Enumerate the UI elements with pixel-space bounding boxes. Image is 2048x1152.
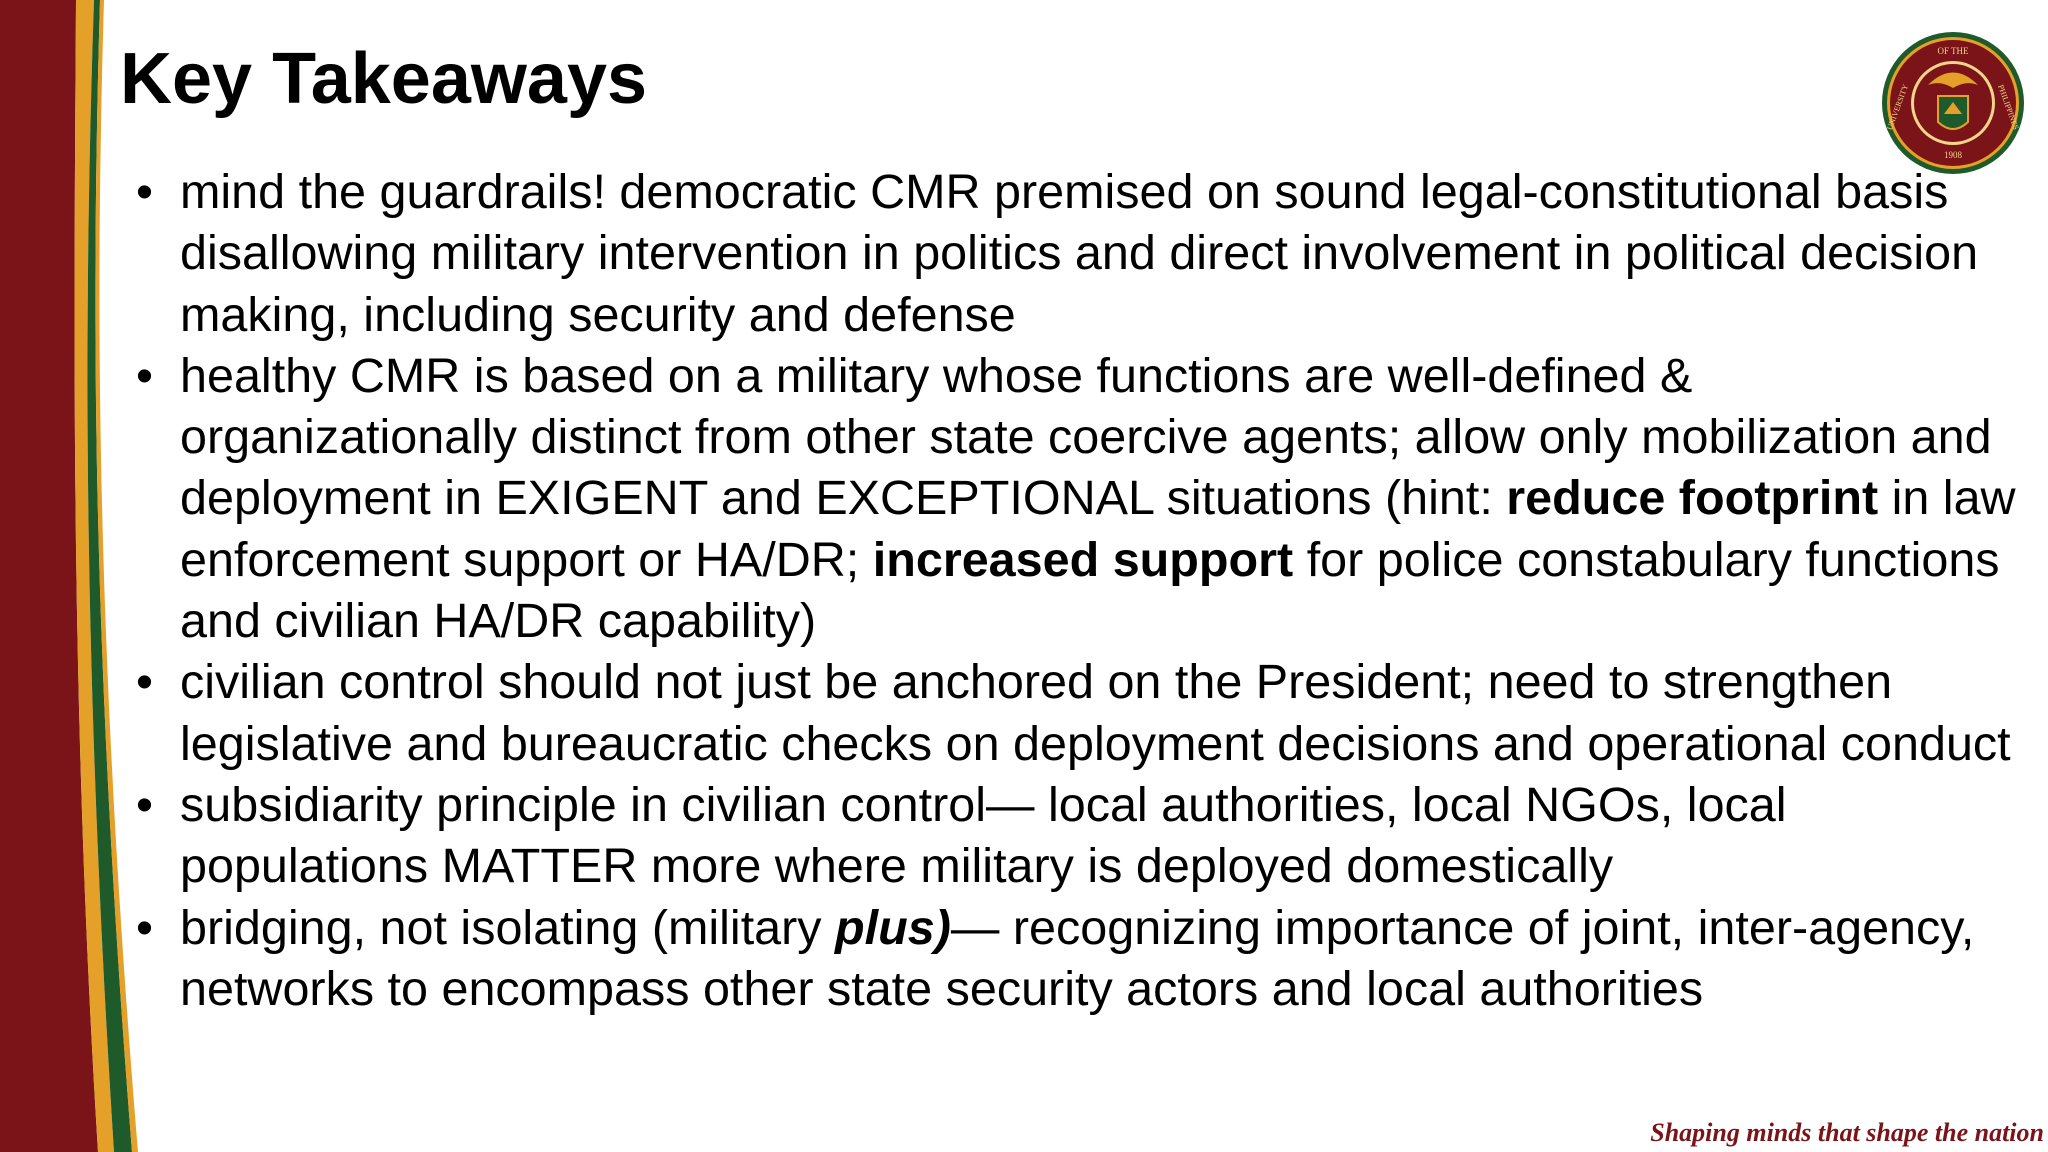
university-seal-icon bbox=[1880, 30, 2026, 176]
bullet-item bbox=[130, 898, 2030, 1021]
bullet-item bbox=[130, 346, 2030, 652]
bullet-text: — recognizing importance of joint, inter-agency, networks to encompass other state security actors and local authorities bbox=[180, 900, 1975, 1016]
bold-emphasis: increased support bbox=[872, 532, 1294, 587]
bold-italic-emphasis: plus) bbox=[835, 900, 951, 955]
seal-left-text: UNIVERSITY bbox=[1885, 83, 1911, 132]
bullet-text: in law enforcement support or HA/DR; bbox=[180, 471, 2016, 587]
bullet-text: subsidiarity principle in civilian control— local authorities, local NGOs, local populations MATTER more where military is deployed domestically bbox=[180, 777, 1787, 894]
bullet-item bbox=[130, 162, 2030, 346]
seal-top-text: OF THE bbox=[1937, 46, 1969, 56]
bullet-text: for police constabulary functions and civilian HA/DR capability) bbox=[180, 532, 2000, 649]
slide-title: Key Takeaways bbox=[120, 39, 648, 119]
side-decorative-band bbox=[0, 0, 140, 1152]
bullet-text: bridging, not isolating (military bbox=[180, 900, 836, 955]
bullet-text: mind the guardrails! democratic CMR premised on sound legal-constitutional basis disallowing military intervention in politics and direct involvement in political decision making, including security and defense bbox=[180, 165, 1979, 342]
bullet-text: civilian control should not just be anchored on the President; need to strengthen legislative and bureaucratic checks on deployment decisions and operational conduct bbox=[180, 655, 2011, 771]
takeaways-list bbox=[130, 162, 2030, 1020]
bullet-item bbox=[130, 775, 2030, 898]
bullet-text: healthy CMR is based on a military whose functions are well-defined & organizationally distinct from other state coercive agents; allow only mobilization and deployment in EXIGENT and EXCEPTIONAL situations (hint: bbox=[180, 348, 1992, 526]
bold-emphasis: reduce footprint bbox=[1506, 471, 1879, 526]
bullet-item bbox=[130, 652, 2030, 775]
seal-right-text: PHILIPPINES bbox=[1996, 83, 2021, 131]
seal-year: 1908 bbox=[1944, 150, 1962, 160]
slogan-tagline: Shaping minds that shape the nation bbox=[1650, 1118, 2044, 1147]
